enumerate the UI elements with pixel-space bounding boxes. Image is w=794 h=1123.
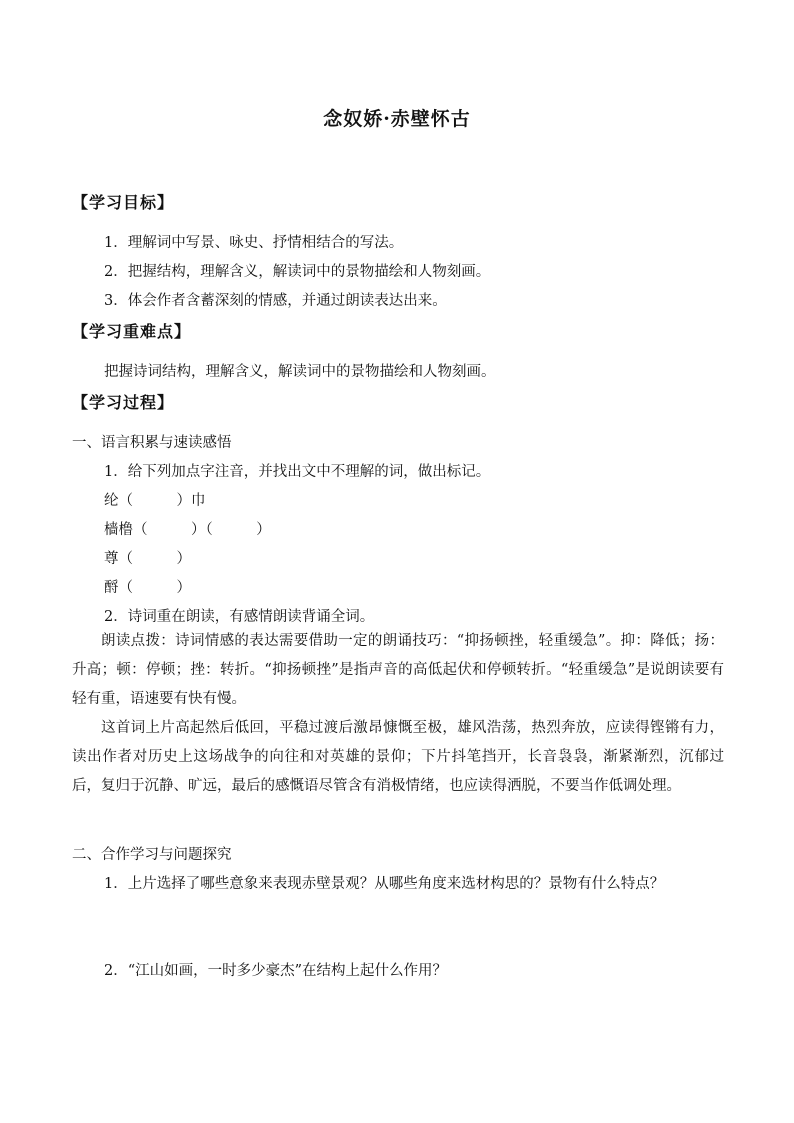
document-title: 念奴娇·赤壁怀古 [323,108,471,130]
process-heading: 【学习过程】 [72,393,175,412]
objectives-heading: 【学习目标】 [72,193,175,212]
part1-title: 一、语言积累与速读感悟 [72,435,232,451]
objective-item-2: 2．把握结构，理解含义，解读词中的景物描绘和人物刻画。 [104,264,491,280]
pinyin-line-4: 酹（ ） [104,580,191,596]
pinyin-line-3: 尊（ ） [104,551,191,567]
objective-item-3: 3．体会作者含蓄深刻的情感，并通过朗读表达出来。 [104,293,447,309]
part2-title: 二、合作学习与问题探究 [72,847,232,863]
part2-question-2: 2．“江山如画，一时多少豪杰”在结构上起什么作用？ [104,963,448,979]
part2-question-1: 1．上片选择了哪些意象来表现赤壁景观？从哪些角度来选材构思的？景物有什么特点？ [104,876,665,892]
objective-item-1: 1．理解词中写景、咏史、抒情相结合的写法。 [104,235,404,251]
reading-tip-paragraph: 朗读点拨：诗词情感的表达需要借助一定的朗诵技巧：“抑扬顿挫，轻重缓急”。抑：降低；扬：升高；顿：停顿；挫：转折。“抑扬顿挫”是指声音的高低起伏和停顿转折。“轻重缓急”是说朗读要有轻有重，语速要有快有慢。 [72,633,724,707]
part1-question-1: 1．给下列加点字注音，并找出文中不理解的词，做出标记。 [104,464,491,480]
pinyin-line-2: 樯橹（ ）（ ） [104,522,271,538]
part1-question-2: 2．诗词重在朗读，有感情朗读背诵全词。 [104,609,375,625]
reading-guide-paragraph: 这首词上片高起然后低回，平稳过渡后激昂慷慨至极，雄风浩荡，热烈奔放，应读得铿锵有力，读出作者对历史上这场战争的向往和对英雄的景仰；下片抖笔挡开，长音袅袅，渐紧渐烈，沉郁过后，复归于沉静、旷远，最后的感慨语尽管含有消极情绪，也应读得洒脱，不要当作低调处理。 [72,720,724,794]
key-points-text: 把握诗词结构，理解含义，解读词中的景物描绘和人物刻画。 [104,364,496,380]
key-points-heading: 【学习重难点】 [72,322,192,341]
pinyin-line-1: 纶（ ）巾 [104,493,206,509]
